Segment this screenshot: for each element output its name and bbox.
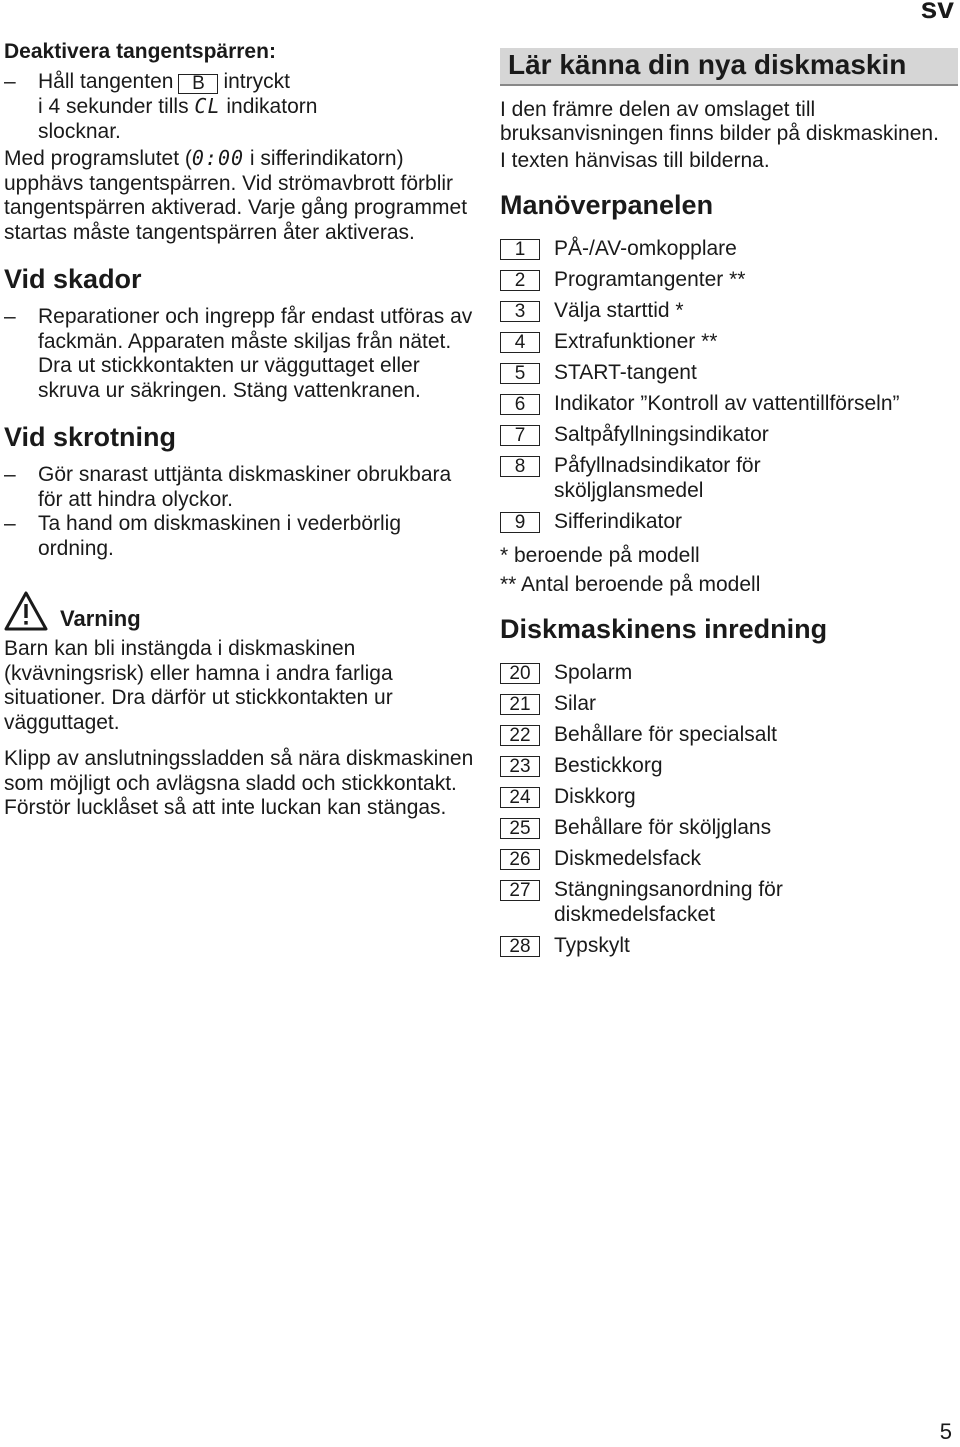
dash-bullet: – bbox=[4, 69, 16, 93]
item-number-box: 7 bbox=[500, 425, 540, 446]
item-number-box: 4 bbox=[500, 332, 540, 353]
key-lock-heading: Deaktivera tangentspärren: bbox=[4, 40, 276, 63]
list-item: 24 Diskkorg bbox=[500, 785, 958, 810]
item-number-box: 8 bbox=[500, 456, 540, 477]
item-number-box: 26 bbox=[500, 849, 540, 870]
damage-heading: Vid skador bbox=[4, 264, 142, 294]
control-panel-heading: Manöverpanelen bbox=[500, 190, 714, 220]
damage-item: – Reparationer och ingrepp får endast utföras av fackmän. Apparaten måste skiljas från nätet. Dra ut stickkontakten ur vägguttaget eller skruva ur säkringen. Stäng vattenkranen. bbox=[4, 305, 473, 402]
key-lock-step: – Håll tangenten B intryckt i 4 sekunder tills CL indikatorn slocknar. bbox=[4, 69, 318, 143]
item-number-box: 27 bbox=[500, 880, 540, 901]
interior-heading: Diskmaskinens inredning bbox=[500, 614, 828, 644]
list-item: 2 Programtangenter ** bbox=[500, 268, 958, 293]
list-item: 23 Bestickkorg bbox=[500, 754, 958, 779]
section-banner-title: Lär känna din nya diskmaskin bbox=[500, 48, 958, 86]
warning-triangle-icon bbox=[4, 591, 48, 631]
scrap-item: – Gör snarast uttjänta diskmaskiner obrukbara för att hindra olyckor. bbox=[4, 463, 452, 511]
language-code: sv bbox=[920, 0, 954, 25]
footnotes bbox=[500, 544, 958, 597]
item-number-box: 25 bbox=[500, 818, 540, 839]
scrap-heading: Vid skrotning bbox=[4, 422, 177, 452]
warning-paragraph: Barn kan bli instängda i diskmaskinen (kvävningsrisk) eller hamna i andra farliga situationer. Dra därför ut stickkontakten ur vägguttaget. bbox=[4, 637, 393, 734]
list-item: 25 Behållare för sköljglans bbox=[500, 816, 958, 841]
page-number: 5 bbox=[939, 1419, 952, 1444]
list-item: 6 Indikator ”Kontroll av vattentillförseln” bbox=[500, 392, 958, 417]
control-panel-list bbox=[500, 237, 958, 534]
list-item: 3 Välja starttid * bbox=[500, 299, 958, 324]
item-number-box: 6 bbox=[500, 394, 540, 415]
item-number-box: 9 bbox=[500, 512, 540, 533]
list-item: 21 Silar bbox=[500, 692, 958, 717]
list-item: 20 Spolarm bbox=[500, 661, 958, 686]
indicator-cl: CL bbox=[194, 94, 221, 118]
item-number-box: 3 bbox=[500, 301, 540, 322]
warning-paragraph: Klipp av anslutningssladden så nära diskmaskinen som möjligt och avlägsna sladd och stickkontakt. Förstör lucklåset så att inte luckan kan stängas. bbox=[4, 747, 474, 819]
dash-bullet: – bbox=[4, 512, 16, 535]
intro-paragraph: I den främre delen av omslaget till bruksanvisningen finns bilder på diskmaskinen. bbox=[500, 97, 939, 145]
footnote: ** Antal beroende på modell bbox=[500, 572, 761, 596]
list-item: 28 Typskylt bbox=[500, 934, 958, 959]
dash-bullet: – bbox=[4, 463, 16, 486]
list-item: 22 Behållare för specialsalt bbox=[500, 723, 958, 748]
key-symbol-b: B bbox=[178, 74, 218, 94]
item-number-box: 20 bbox=[500, 663, 540, 684]
list-item: 9 Sifferindikator bbox=[500, 510, 958, 535]
item-number-box: 22 bbox=[500, 725, 540, 746]
list-item: 8 Påfyllnadsindikator för sköljglansmedel bbox=[500, 454, 958, 503]
key-lock-paragraph: Med programslutet (0:00 i sifferindikatorn) upphävs tangentspärren. Vid strömavbrott förblir tangentspärren aktiverad. Varje gång programmet startas måste tangentspärren åter aktiveras. bbox=[4, 146, 468, 244]
right-column bbox=[500, 48, 958, 965]
item-number-box: 24 bbox=[500, 787, 540, 808]
list-item: 5 START-tangent bbox=[500, 361, 958, 386]
list-item: 26 Diskmedelsfack bbox=[500, 847, 958, 872]
item-number-box: 28 bbox=[500, 936, 540, 957]
item-number-box: 23 bbox=[500, 756, 540, 777]
list-item: 4 Extrafunktioner ** bbox=[500, 330, 958, 355]
interior-list bbox=[500, 661, 958, 958]
item-number-box: 21 bbox=[500, 694, 540, 715]
list-item: 1 PÅ-/AV-omkopplare bbox=[500, 237, 958, 262]
dash-bullet: – bbox=[4, 305, 16, 328]
item-number-box: 5 bbox=[500, 363, 540, 384]
scrap-item: – Ta hand om diskmaskinen i vederbörlig ordning. bbox=[4, 512, 402, 560]
warning-label: Varning bbox=[60, 606, 141, 631]
intro-paragraph: I texten hänvisas till bilderna. bbox=[500, 148, 770, 172]
warning-header bbox=[4, 591, 474, 631]
item-number-box: 2 bbox=[500, 270, 540, 291]
display-zero: 0:00 bbox=[191, 146, 245, 170]
list-item: 7 Saltpåfyllningsindikator bbox=[500, 423, 958, 448]
item-number-box: 1 bbox=[500, 239, 540, 260]
left-column bbox=[4, 40, 474, 821]
list-item: 27 Stängningsanordning för diskmedelsfacket bbox=[500, 878, 958, 927]
footnote: * beroende på modell bbox=[500, 544, 700, 567]
